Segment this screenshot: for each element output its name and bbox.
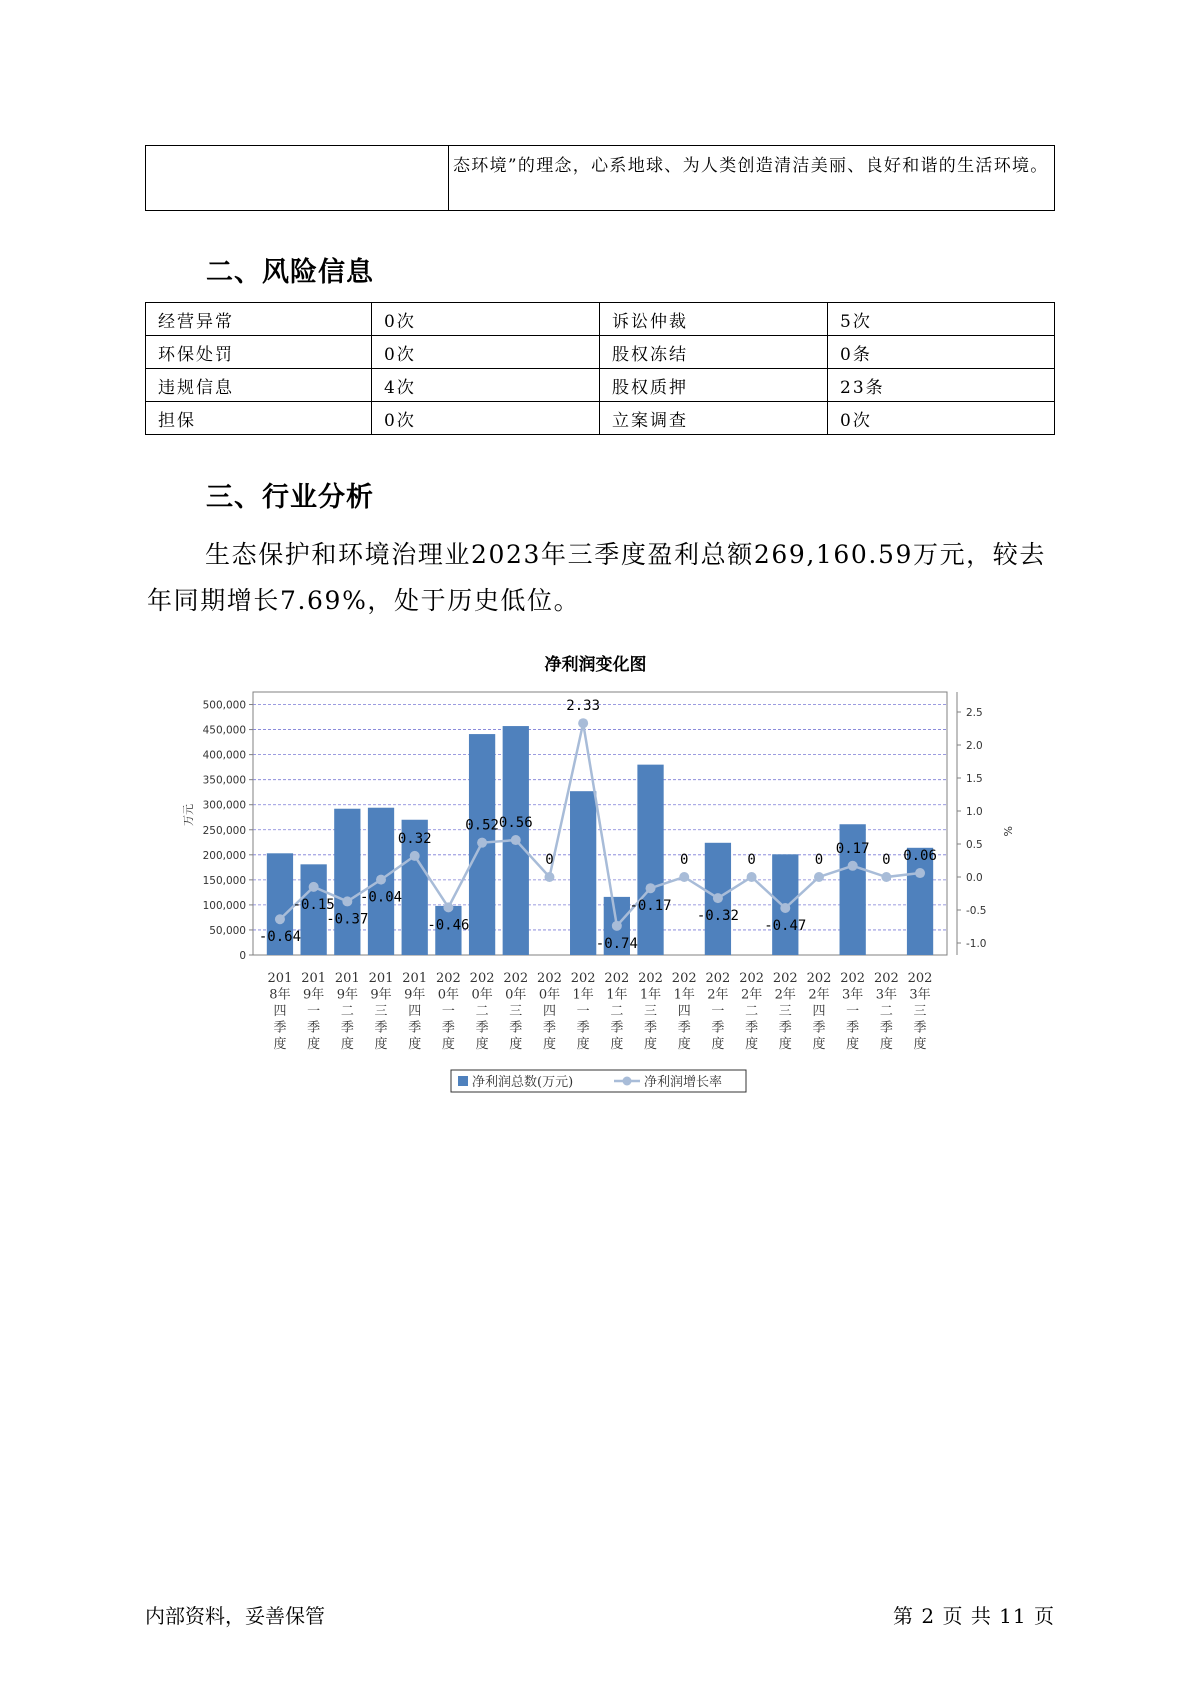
risk-value: 0次	[372, 402, 600, 435]
growth-data-label: 0	[882, 852, 891, 868]
y-tick-label: 400,000	[202, 749, 246, 762]
y2-tick-label: 1.0	[966, 806, 983, 818]
risk-value: 4次	[372, 369, 600, 402]
growth-point	[511, 835, 521, 845]
growth-point	[544, 872, 554, 882]
risk-value: 5次	[828, 303, 1055, 336]
growth-data-label: 0	[814, 852, 824, 868]
risk-label: 担保	[146, 402, 372, 435]
bar	[570, 791, 596, 955]
growth-point	[275, 914, 285, 924]
growth-point	[881, 872, 891, 882]
risk-label: 经营异常	[146, 303, 372, 336]
growth-point	[780, 903, 790, 913]
legend-line-marker	[623, 1077, 632, 1086]
y2-tick-label: -1.0	[966, 938, 987, 950]
y-tick-label: 250,000	[202, 824, 246, 837]
y-tick-label: 50,000	[209, 924, 246, 937]
y-tick-label: 100,000	[202, 899, 246, 912]
y2-tick-label: 0.5	[966, 839, 983, 851]
risk-label: 违规信息	[146, 369, 372, 402]
y2-axis-title: %	[1001, 826, 1014, 837]
growth-point	[376, 875, 386, 885]
risk-value: 0次	[828, 402, 1055, 435]
x-tick-label: 202 1年四季度	[671, 971, 697, 1052]
y-tick-label: 300,000	[202, 799, 246, 812]
growth-data-label: 0.32	[397, 830, 432, 847]
growth-data-label: -0.32	[696, 908, 739, 925]
growth-point	[309, 882, 319, 892]
legend-bar-swatch	[458, 1076, 468, 1086]
y-tick-label: 350,000	[202, 774, 246, 787]
x-tick-label: 202 2年二季度	[739, 971, 765, 1052]
growth-point	[915, 868, 925, 878]
risk-value: 0次	[372, 303, 600, 336]
section-heading-industry: 三、行业分析	[206, 482, 374, 513]
risk-label: 立案调查	[600, 402, 828, 435]
paragraph-text: 生态保护和环境治理业2023年三季度盈利总额269,160.59万元，较去年同期增长7.69%，处于历史低位。	[147, 540, 1046, 615]
x-tick-label: 201 8年四季度	[267, 971, 293, 1052]
risk-label: 股权质押	[600, 369, 828, 402]
x-tick-label: 202 1年二季度	[604, 971, 630, 1052]
growth-data-label: -0.37	[326, 911, 369, 928]
risk-value: 0次	[372, 336, 600, 369]
x-tick-label: 202 1年三季度	[638, 971, 663, 1052]
y2-tick-label: 2.0	[966, 740, 983, 752]
growth-point	[679, 872, 689, 882]
risk-value: 0条	[828, 336, 1055, 369]
growth-point	[578, 718, 588, 728]
x-tick-label: 202 3年三季度	[907, 971, 933, 1052]
x-tick-label: 202 0年三季度	[503, 971, 529, 1052]
risk-label: 环保处罚	[146, 336, 372, 369]
growth-data-label: -0.46	[427, 917, 470, 934]
growth-point	[410, 851, 420, 861]
x-tick-label: 201 9年二季度	[334, 971, 360, 1052]
y2-tick-label: 2.5	[966, 707, 983, 719]
x-tick-label: 202 1年一季度	[570, 971, 596, 1052]
y-tick-label: 200,000	[202, 849, 246, 862]
legend-line-label: 净利润增长率	[644, 1075, 723, 1090]
growth-point	[814, 872, 824, 882]
growth-point	[848, 861, 858, 871]
growth-point	[747, 872, 757, 882]
y2-tick-label: 1.5	[966, 773, 983, 785]
x-tick-label: 202 0年四季度	[537, 971, 562, 1052]
risk-label: 诉讼仲裁	[600, 303, 828, 336]
bar	[334, 809, 360, 955]
footer-page-number: 第 2 页 共 11 页	[893, 1604, 1055, 1628]
chart-title: 净利润变化图	[544, 655, 647, 675]
growth-point	[646, 883, 656, 893]
footer-confidential: 内部资料，妥善保管	[145, 1604, 325, 1628]
growth-data-label: 2.33	[566, 698, 601, 715]
growth-point	[612, 921, 622, 931]
growth-data-label: 0.52	[465, 817, 499, 834]
x-tick-label: 202 3年二季度	[873, 971, 899, 1052]
growth-point	[477, 838, 487, 848]
y-tick-label: 500,000	[202, 699, 246, 712]
x-tick-label: 202 2年一季度	[705, 971, 731, 1052]
growth-point	[443, 902, 453, 912]
y-tick-label: 150,000	[202, 874, 246, 887]
y-axis-title: 万元	[182, 804, 195, 826]
growth-point	[713, 893, 723, 903]
risk-value: 23条	[828, 369, 1055, 402]
x-tick-label: 202 0年二季度	[469, 971, 495, 1052]
growth-data-label: 0.56	[498, 815, 533, 832]
x-tick-label: 201 9年四季度	[402, 971, 428, 1052]
x-tick-label: 202 2年三季度	[772, 971, 798, 1052]
top-table-text-cell: 态环境”的理念，心系地球、为人类创造清洁美丽、良好和谐的生活环境。	[449, 146, 1055, 211]
x-tick-label: 201 9年三季度	[368, 971, 394, 1052]
growth-data-label: -0.04	[359, 889, 403, 906]
x-tick-label: 202 3年一季度	[840, 971, 866, 1052]
risk-label: 股权冻结	[600, 336, 828, 369]
x-tick-label: 202 0年一季度	[435, 971, 461, 1052]
x-tick-label: 202 2年四季度	[806, 971, 832, 1052]
growth-data-label: 0.17	[835, 840, 870, 857]
section-heading-risk: 二、风险信息	[206, 257, 374, 288]
y2-tick-label: -0.5	[966, 905, 987, 917]
bar	[637, 765, 663, 955]
x-tick-label: 201 9年一季度	[301, 971, 327, 1052]
growth-data-label: -0.17	[629, 898, 672, 915]
y-tick-label: 450,000	[202, 724, 246, 737]
legend-bar-label: 净利润总数(万元)	[472, 1075, 574, 1090]
growth-data-label: -0.64	[258, 929, 302, 946]
growth-data-label: 0	[545, 852, 554, 868]
growth-point	[342, 896, 352, 906]
growth-data-label: -0.15	[292, 896, 335, 913]
growth-data-label: 0.06	[903, 848, 937, 865]
growth-data-label: -0.47	[764, 918, 807, 935]
y-tick-label: 0	[239, 950, 246, 962]
growth-data-label: 0	[747, 852, 756, 868]
y2-tick-label: 0.0	[966, 872, 983, 884]
growth-data-label: 0	[680, 852, 689, 868]
growth-data-label: -0.74	[595, 935, 638, 952]
